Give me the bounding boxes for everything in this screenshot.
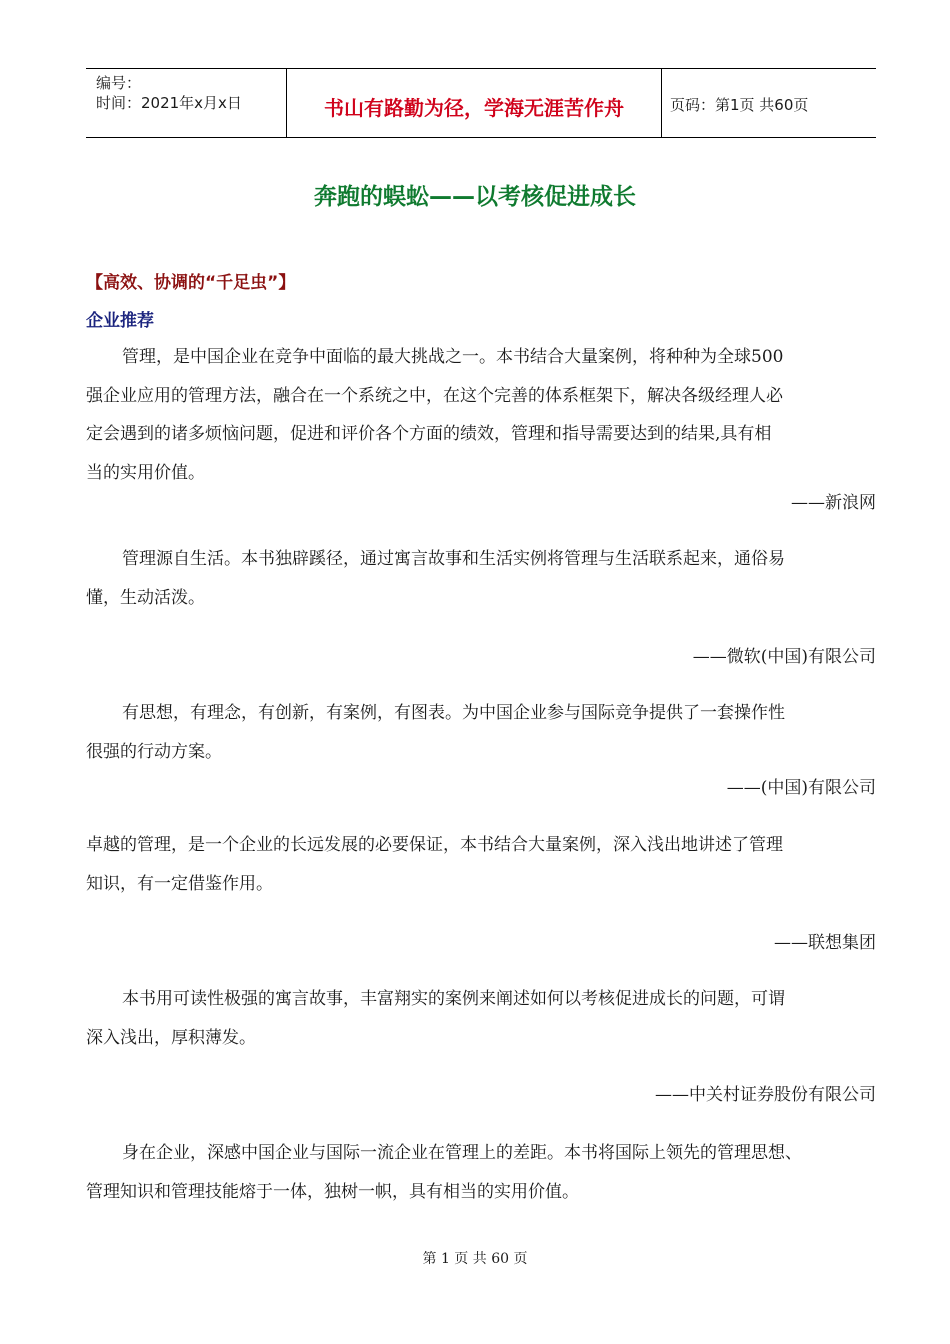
header-motto-cell xyxy=(286,69,662,137)
paragraph-line: 很强的行动方案。 xyxy=(86,741,222,762)
paragraph-line: 管理源自生活。本书独辟蹊径，通过寓言故事和生活实例将管理与生活联系起来，通俗易 xyxy=(122,549,785,569)
paragraph-line: 有思想，有理念，有创新，有案例，有图表。为中国企业参与国际竞争提供了一套操作性 xyxy=(122,703,785,723)
paragraph-line: 身在企业，深感中国企业与国际一流企业在管理上的差距。本书将国际上领先的管理思想、 xyxy=(122,1143,802,1163)
page-header xyxy=(86,68,876,138)
recommendation-paragraph xyxy=(86,826,878,903)
paragraph-line: 深入浅出，厚积薄发。 xyxy=(86,1027,256,1048)
page-footer: 第 1 页 共 60 页 xyxy=(422,1251,528,1267)
section-heading: 【高效、协调的“千足虫”】 xyxy=(86,273,296,293)
paragraph-line: 懂，生动活泼。 xyxy=(86,587,205,608)
document-number-label: 编号： xyxy=(96,74,142,92)
recommendation-paragraph xyxy=(86,694,914,771)
subheading: 企业推荐 xyxy=(86,311,154,331)
paragraph-line: 知识，有一定借鉴作用。 xyxy=(86,873,273,894)
recommendation-source: ——(中国)有限公司 xyxy=(726,778,876,798)
paragraph-line: 卓越的管理，是一个企业的长远发展的必要保证，本书结合大量案例，深入浅出地讲述了管理 xyxy=(86,835,783,855)
recommendation-source: ——微软(中国)有限公司 xyxy=(692,647,876,667)
paragraph-line: 强企业应用的管理方法，融合在一个系统之中，在这个完善的体系框架下，解决各级经理人必 xyxy=(86,385,783,406)
recommendation-source: ——中关村证券股份有限公司 xyxy=(655,1085,876,1105)
recommendation-paragraph xyxy=(86,540,914,617)
header-page-number: 页码：第1页 共60页 xyxy=(670,96,809,114)
header-motto: 书山有路勤为径，学海无涯苦作舟 xyxy=(324,96,624,120)
paragraph-line: 当的实用价值。 xyxy=(86,462,205,483)
paragraph-line: 管理，是中国企业在竞争中面临的最大挑战之一。本书结合大量案例，将种种为全球500 xyxy=(122,347,784,367)
paragraph-line: 管理知识和管理技能熔于一体，独树一帜，具有相当的实用价值。 xyxy=(86,1181,579,1202)
document-time-label: 时间：2021年x月x日 xyxy=(96,94,242,112)
paragraph-line: 本书用可读性极强的寓言故事，丰富翔实的案例来阐述如何以考核促进成长的问题，可谓 xyxy=(122,989,785,1009)
document-title: 奔跑的蜈蚣——以考核促进成长 xyxy=(314,184,636,210)
header-page-cell xyxy=(660,69,876,137)
header-info-cell xyxy=(86,69,286,137)
paragraph-line: 定会遇到的诸多烦恼问题，促进和评价各个方面的绩效，管理和指导需要达到的结果,具有相 xyxy=(86,424,772,444)
recommendation-source: ——新浪网 xyxy=(791,493,876,513)
recommendation-paragraph xyxy=(86,980,914,1057)
recommendation-paragraph xyxy=(86,1134,914,1211)
recommendation-source: ——联想集团 xyxy=(774,933,876,953)
recommendation-paragraph xyxy=(86,338,914,492)
